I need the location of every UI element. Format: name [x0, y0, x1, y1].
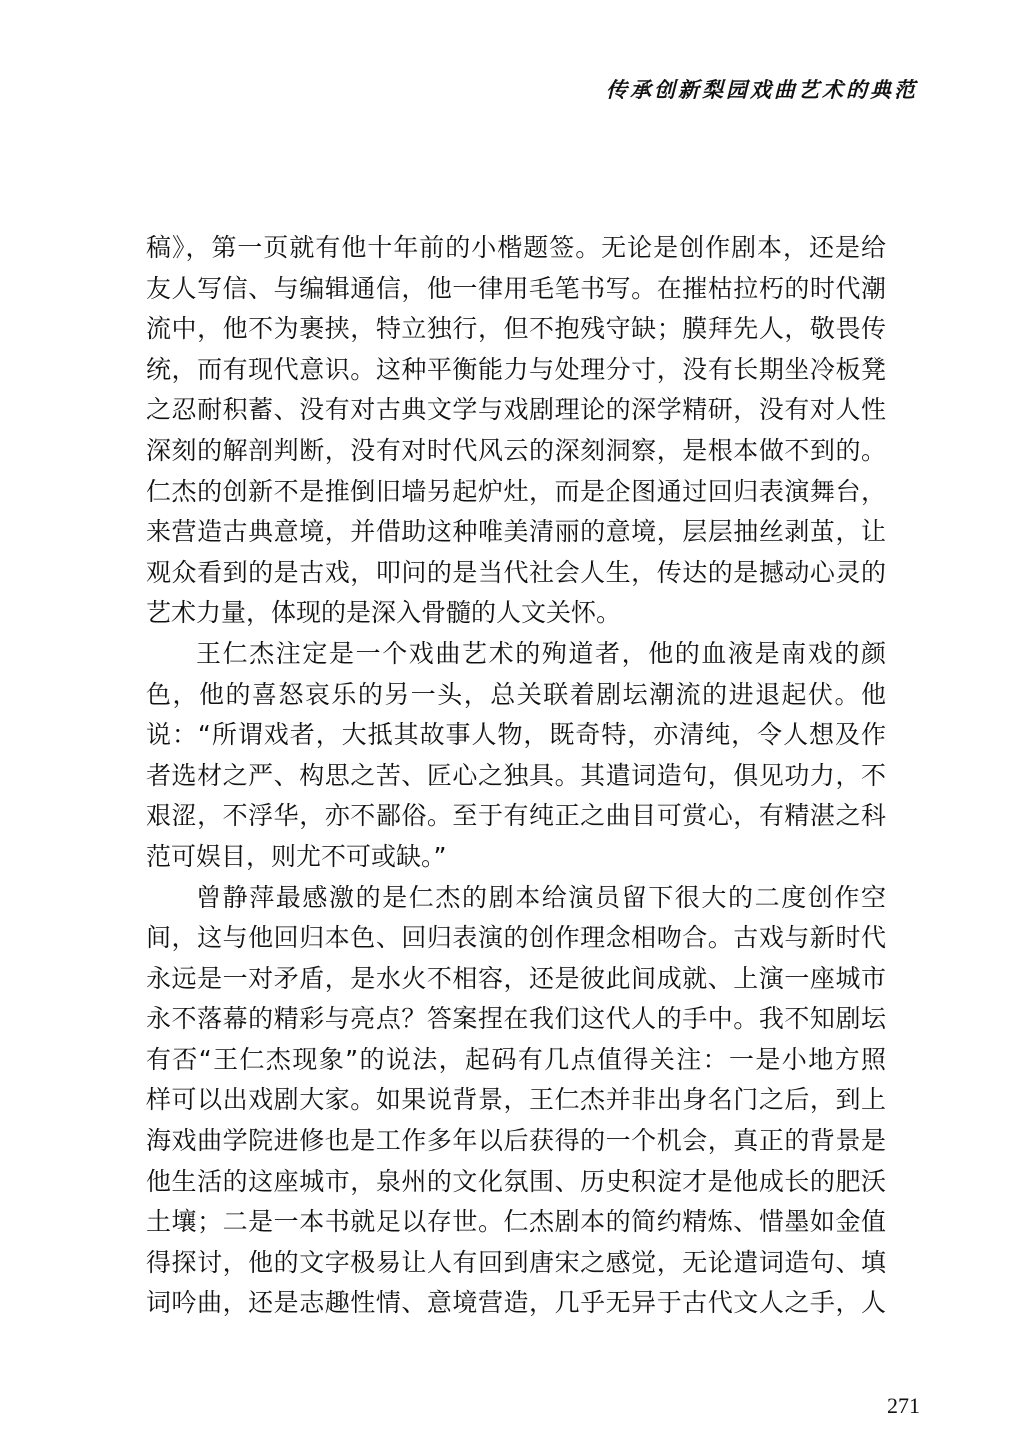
text-line: 词吟曲，还是志趣性情、意境营造，几乎无异于古代文人之手，人 [146, 1288, 886, 1318]
text-line: 深刻的解剖判断，没有对时代风云的深刻洞察，是根本做不到的。 [146, 435, 886, 465]
text-line: 者选材之严、构思之苦、匠心之独具。其遣词造句，俱见功力，不 [146, 760, 886, 790]
text-line: 土壤；二是一本书就足以存世。仁杰剧本的简约精炼、惜墨如金值 [146, 1207, 886, 1237]
text-line: 他生活的这座城市，泉州的文化氛围、历史积淀才是他成长的肥沃 [146, 1166, 886, 1196]
text-line: 永不落幕的精彩与亮点？答案捏在我们这代人的手中。我不知剧坛 [146, 1004, 886, 1034]
text-line: 永远是一对矛盾，是水火不相容，还是彼此间成就、上演一座城市 [146, 963, 886, 993]
text-line: 艺术力量，体现的是深入骨髓的人文关怀。 [146, 598, 622, 628]
body-text [146, 228, 886, 1324]
text-line: 仁杰的创新不是推倒旧墙另起炉灶，而是企图通过回归表演舞台， [146, 476, 886, 506]
running-header: 传承创新梨园戏曲艺术的典范 [606, 77, 918, 102]
text-line: 得探讨，他的文字极易让人有回到唐宋之感觉，无论遣词造句、填 [146, 1247, 886, 1277]
text-line: 说：“所谓戏者，大抵其故事人物，既奇特，亦清纯，令人想及作 [146, 720, 886, 750]
text-line: 有否“王仁杰现象”的说法，起码有几点值得关注：一是小地方照 [146, 1044, 886, 1074]
text-line: 稿》，第一页就有他十年前的小楷题签。无论是创作剧本，还是给 [146, 233, 886, 262]
text-line: 海戏曲学院进修也是工作多年以后获得的一个机会，真正的背景是 [146, 1126, 886, 1156]
text-line: 友人写信、与编辑通信，他一律用毛笔书写。在摧枯拉朽的时代潮 [146, 273, 886, 303]
text-line: 艰涩，不浮华，亦不鄙俗。至于有纯正之曲目可赏心，有精湛之科 [146, 801, 886, 831]
text-line: 范可娱目，则尤不可或缺。” [146, 841, 447, 871]
text-line: 王仁杰注定是一个戏曲艺术的殉道者，他的血液是南戏的颜 [196, 638, 886, 668]
text-line: 间，这与他回归本色、回归表演的创作理念相吻合。古戏与新时代 [146, 923, 886, 953]
text-line: 色，他的喜怒哀乐的另一头，总关联着剧坛潮流的进退起伏。他 [146, 679, 886, 709]
text-line: 曾静萍最感激的是仁杰的剧本给演员留下很大的二度创作空 [196, 882, 886, 912]
text-line: 观众看到的是古戏，叩问的是当代社会人生，传达的是撼动心灵的 [146, 557, 886, 587]
text-line: 样可以出戏剧大家。如果说背景，王仁杰并非出身名门之后，到上 [146, 1085, 886, 1115]
text-line: 之忍耐积蓄、没有对古典文学与戏剧理论的深学精研，没有对人性 [146, 395, 886, 425]
text-line: 流中，他不为裹挟，特立独行，但不抱残守缺；膜拜先人，敬畏传 [146, 314, 886, 344]
text-line: 统，而有现代意识。这种平衡能力与处理分寸，没有长期坐冷板凳 [146, 354, 886, 384]
page-number: 271 [887, 1393, 920, 1418]
text-line: 来营造古典意境，并借助这种唯美清丽的意境，层层抽丝剥茧，让 [146, 517, 886, 547]
